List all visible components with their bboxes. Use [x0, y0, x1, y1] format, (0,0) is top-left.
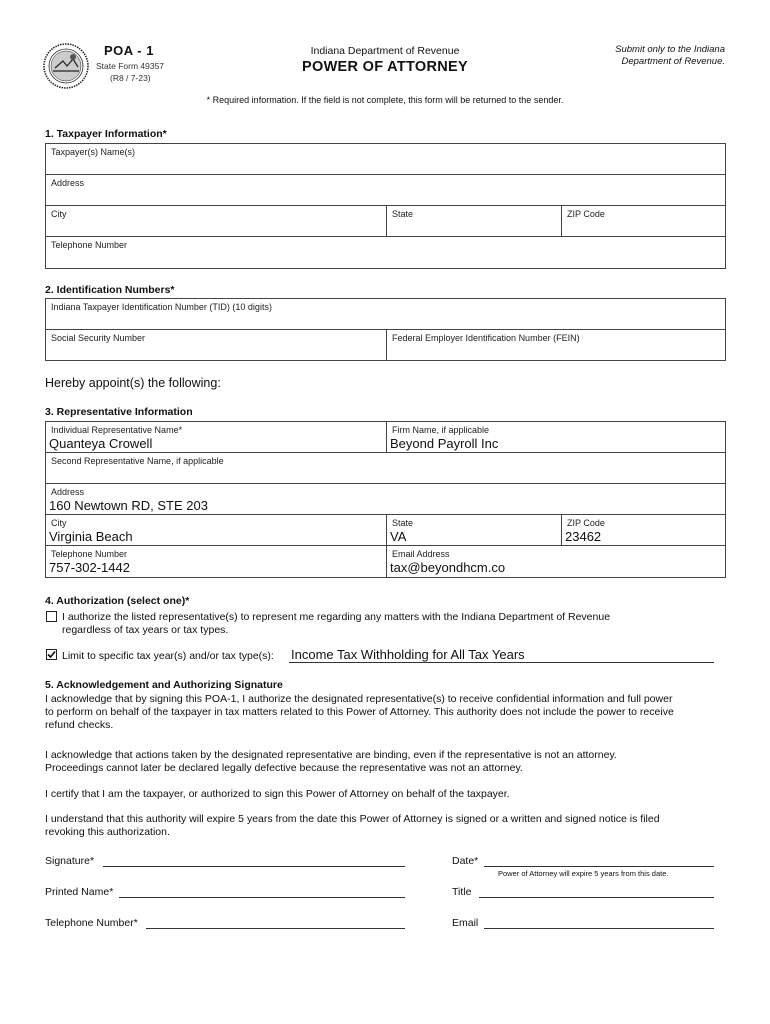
- taxpayer-names-label: Taxpayer(s) Name(s): [51, 147, 136, 157]
- appoint-text: Hereby appoint(s) the following:: [45, 376, 221, 390]
- state-form-number: State Form 49357: [96, 61, 165, 71]
- rep-state-field[interactable]: [386, 514, 562, 546]
- taxpayer-address-label: Address: [51, 178, 85, 188]
- department-name: Indiana Department of Revenue: [310, 45, 460, 57]
- rep-phone-label: Telephone Number: [51, 549, 128, 559]
- rep-city-label: City: [51, 518, 67, 528]
- title-label: Title: [452, 886, 472, 898]
- form-revision: (R8 / 7-23): [110, 73, 151, 83]
- rep-city-field[interactable]: [45, 514, 387, 546]
- title-line[interactable]: [479, 897, 714, 898]
- firm-name-value: Beyond Payroll Inc: [390, 436, 499, 451]
- rep-name-value: Quanteya Crowell: [49, 436, 153, 451]
- firm-name-field[interactable]: [386, 421, 726, 453]
- ack-paragraph-3: [45, 788, 725, 801]
- rep-email-label: Email Address: [392, 549, 450, 559]
- form-id: POA - 1: [104, 43, 154, 58]
- tid-field[interactable]: [45, 298, 726, 330]
- limit-specific-line[interactable]: [289, 662, 714, 663]
- taxpayer-city-field[interactable]: [45, 205, 387, 237]
- signature-label: Signature*: [45, 855, 95, 867]
- tid-label: Indiana Taxpayer Identification Number (TID) (10 digits): [51, 302, 272, 312]
- ack-paragraph-1: [45, 693, 725, 732]
- submit-note: [525, 44, 725, 68]
- rep-city-value: Virginia Beach: [49, 529, 133, 544]
- section5-heading: 5. Acknowledgement and Authorizing Signature: [45, 679, 283, 691]
- second-rep-field[interactable]: [45, 452, 726, 484]
- ssn-label: Social Security Number: [51, 333, 146, 343]
- section2-heading: 2. Identification Numbers*: [45, 284, 175, 296]
- section4-heading: 4. Authorization (select one)*: [45, 595, 190, 607]
- rep-email-field[interactable]: [386, 545, 726, 578]
- ack-p4-line1: I understand that this authority will expire 5 years from the date this Power of Attorney is signed or a written and signed notice is filed: [45, 813, 660, 825]
- rep-phone-value: 757-302-1442: [49, 560, 130, 575]
- ack-p2-line2: Proceedings cannot later be declared legally defective because the representative was not an attorney.: [45, 762, 523, 774]
- form-title: POWER OF ATTORNEY: [302, 59, 468, 75]
- rep-state-value: VA: [390, 529, 407, 544]
- ack-p2-line1: I acknowledge that actions taken by the designated representative are binding, even if the representative is not an attorney.: [45, 749, 617, 761]
- rep-name-label: Individual Representative Name*: [51, 425, 183, 435]
- checkmark-icon: [47, 650, 56, 659]
- taxpayer-phone-label: Telephone Number: [51, 240, 128, 250]
- section3-heading: 3. Representative Information: [45, 406, 193, 418]
- taxpayer-phone-field[interactable]: [45, 236, 726, 269]
- signer-phone-label: Telephone Number*: [45, 917, 138, 929]
- ack-p1-line1: I acknowledge that by signing this POA-1, I authorize the designated representative(s) to receive confidential information and full power: [45, 693, 673, 705]
- authorize-all-checkbox[interactable]: [46, 611, 57, 622]
- expire-note: Power of Attorney will expire 5 years from this date.: [498, 869, 669, 878]
- ack-p3-line1: I certify that I am the taxpayer, or authorized to sign this Power of Attorney on behalf of the taxpayer.: [45, 788, 510, 800]
- limit-specific-checkbox[interactable]: [46, 649, 57, 660]
- ack-paragraph-2: [45, 749, 725, 775]
- signer-email-label: Email: [452, 917, 479, 929]
- limit-specific-label: Limit to specific tax year(s) and/or tax type(s):: [62, 650, 274, 662]
- taxpayer-address-field[interactable]: [45, 174, 726, 206]
- taxpayer-names-field[interactable]: [45, 143, 726, 175]
- date-line[interactable]: [484, 866, 714, 867]
- fein-label: Federal Employer Identification Number (FEIN): [392, 333, 580, 343]
- taxpayer-zip-label: ZIP Code: [567, 209, 605, 219]
- date-label: Date*: [452, 855, 479, 867]
- ssn-field[interactable]: [45, 329, 387, 361]
- printed-name-label: Printed Name*: [45, 886, 114, 898]
- rep-email-value: tax@beyondhcm.co: [390, 560, 506, 575]
- authorize-all-line2: regardless of tax years or tax types.: [62, 624, 229, 636]
- section1-heading: 1. Taxpayer Information*: [45, 128, 167, 140]
- taxpayer-city-label: City: [51, 209, 67, 219]
- taxpayer-state-field[interactable]: [386, 205, 562, 237]
- rep-name-field[interactable]: [45, 421, 387, 453]
- taxpayer-state-label: State: [392, 209, 414, 219]
- signer-phone-line[interactable]: [146, 928, 405, 929]
- ack-p1-line3: refund checks.: [45, 719, 114, 731]
- rep-address-value: 160 Newtown RD, STE 203: [49, 498, 208, 513]
- limit-specific-value: Income Tax Withholding for All Tax Years: [291, 647, 525, 662]
- ack-p4-line2: revoking this authorization.: [45, 826, 170, 838]
- rep-phone-field[interactable]: [45, 545, 387, 578]
- fein-field[interactable]: [386, 329, 726, 361]
- firm-name-label: Firm Name, if applicable: [392, 425, 490, 435]
- submit-note-line1: Submit only to the Indiana: [615, 44, 725, 55]
- rep-zip-field[interactable]: [561, 514, 726, 546]
- printed-name-line[interactable]: [119, 897, 405, 898]
- submit-note-line2: Department of Revenue.: [621, 56, 725, 67]
- authorize-all-text: [62, 611, 610, 637]
- signer-email-line[interactable]: [484, 928, 714, 929]
- rep-zip-label: ZIP Code: [567, 518, 605, 528]
- ack-paragraph-4: [45, 813, 725, 839]
- ack-p1-line2: to perform on behalf of the taxpayer in tax matters related to this Power of Attorney. This authority does not include the power to receive: [45, 706, 674, 718]
- rep-zip-value: 23462: [565, 529, 602, 544]
- required-note: * Required information. If the field is not complete, this form will be returned to the sender.: [206, 95, 564, 105]
- taxpayer-zip-field[interactable]: [561, 205, 726, 237]
- signature-line[interactable]: [103, 866, 405, 867]
- authorize-all-line1: I authorize the listed representative(s) to represent me regarding any matters with the Indiana Department of Revenue: [62, 611, 611, 623]
- rep-state-label: State: [392, 518, 414, 528]
- rep-address-label: Address: [51, 487, 85, 497]
- rep-address-field[interactable]: [45, 483, 726, 515]
- second-rep-label: Second Representative Name, if applicable: [51, 456, 224, 466]
